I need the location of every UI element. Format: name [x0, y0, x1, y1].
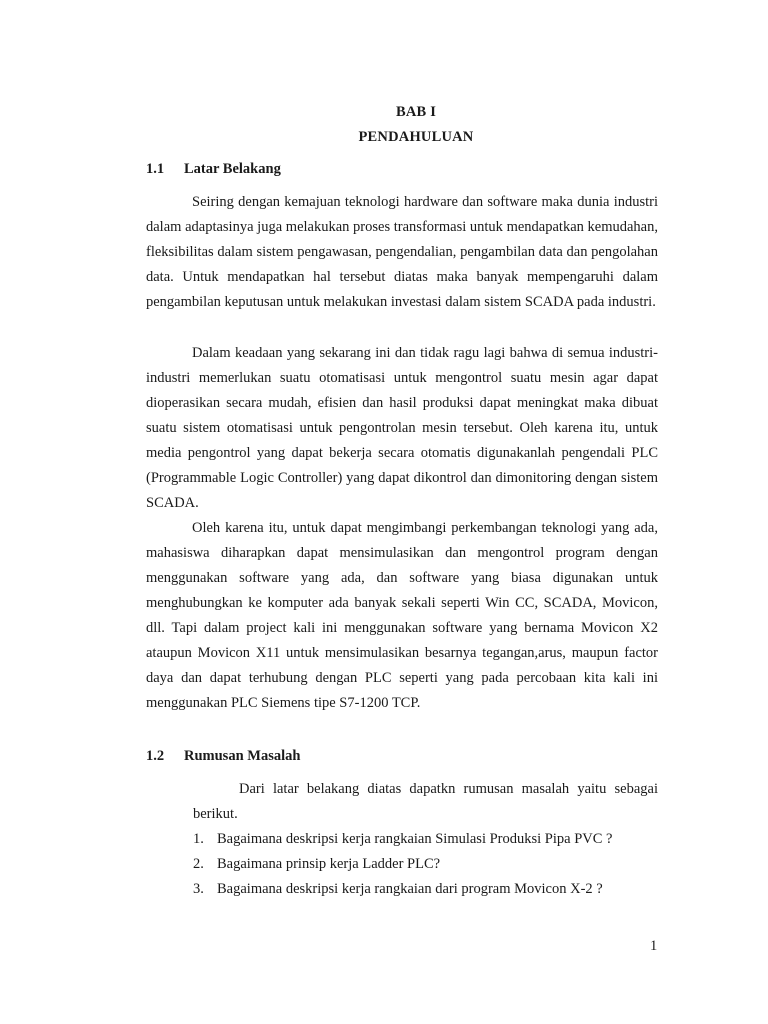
- list-item-text: Bagaimana deskripsi kerja rangkaian Simulasi Produksi Pipa PVC ?: [217, 831, 613, 847]
- page-number: 1: [650, 938, 658, 954]
- section-number: 1.2: [146, 748, 165, 764]
- list-item: [193, 827, 658, 852]
- section-number: 1.1: [146, 161, 165, 177]
- list-item: [193, 877, 658, 902]
- paragraph-3: Oleh karena itu, untuk dapat mengimbangi perkembangan teknologi yang ada, mahasiswa diharapkan dapat mensimulasikan dan mengontrol program dengan menggunakan software yang ada, dan software yang biasa digunakan untuk menghubungkan ke komputer ada banyak sekali seperti Win CC, SCADA, Movicon, dll. Tapi dalam project kali ini menggunakan software yang bernama Movicon X2 ataupun Movicon X11 untuk mensimulasikan besarnya tegangan,arus, maupun factor daya dan dapat terhubung dengan PLC seperti yang pada percobaan kita kali ini menggunakan PLC Siemens tipe S7-1200 TCP.: [146, 520, 658, 711]
- list-item-number: 2.: [193, 856, 204, 872]
- section-title: Latar Belakang: [184, 161, 281, 177]
- rumusan-intro: Dari latar belakang diatas dapatkn rumusan masalah yaitu sebagai berikut.: [193, 781, 658, 822]
- section-title: Rumusan Masalah: [184, 748, 301, 764]
- list-item-text: Bagaimana prinsip kerja Ladder PLC?: [217, 856, 441, 872]
- list-item-number: 1.: [193, 831, 204, 847]
- section-heading-rumusan-masalah: [146, 748, 300, 765]
- chapter-title: PENDAHULUAN: [358, 129, 474, 145]
- section-heading-latar-belakang: [146, 161, 281, 178]
- rumusan-list: [193, 827, 658, 902]
- chapter-label: BAB I: [395, 104, 437, 120]
- paragraph-1: Seiring dengan kemajuan teknologi hardware dan software maka dunia industri dalam adaptasinya juga melakukan proses transformasi untuk mendapatkan kemudahan, fleksibilitas dalam sistem pengawasan, pengendalian, pengambilan data dan pengolahan data. Untuk mendapatkan hal tersebut diatas maka banyak mempengaruhi dalam pengambilan keputusan untuk melakukan investasi dalam sistem SCADA pada industri.: [146, 194, 658, 310]
- list-item: [193, 852, 658, 877]
- list-item-number: 3.: [193, 881, 204, 897]
- paragraph-2: Dalam keadaan yang sekarang ini dan tidak ragu lagi bahwa di semua industri-industri memerlukan suatu otomatisasi untuk mengontrol suatu mesin agar dapat dioperasikan secara mudah, efisien dan hasil produksi dapat meningkat maka dibuat suatu sistem otomatisasi untuk pengontrolan mesin tersebut. Oleh karena itu, untuk media pengontrol yang dapat bekerja secara otomatis digunakanlah pengendali PLC (Programmable Logic Controller) yang dapat dikontrol dan dimonitoring dengan sistem SCADA.: [146, 345, 658, 511]
- list-item-text: Bagaimana deskripsi kerja rangkaian dari program Movicon X-2 ?: [217, 881, 603, 897]
